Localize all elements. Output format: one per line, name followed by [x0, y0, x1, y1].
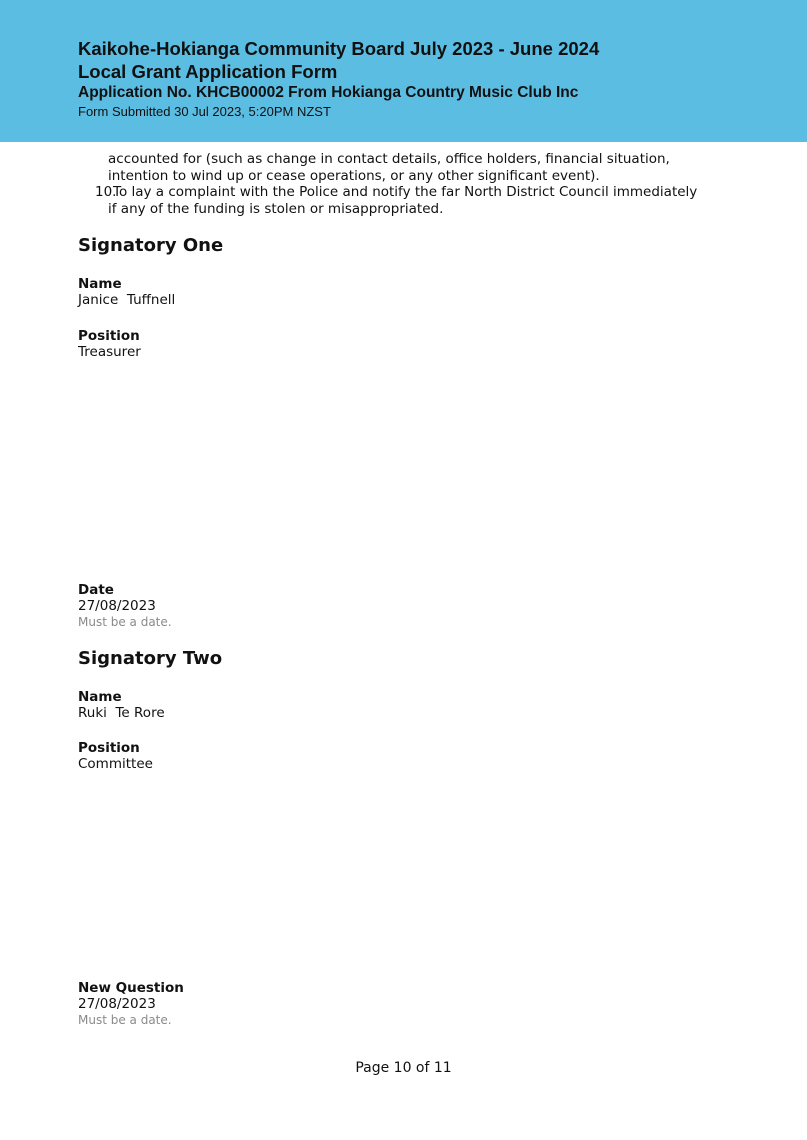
signatory-one-position-value: Treasurer — [78, 344, 141, 360]
terms-continued-line-2: intention to wind up or cease operations, or any other significant event). — [108, 168, 600, 184]
board-title: Kaikohe-Hokianga Community Board July 2023 - June 2024 — [78, 38, 600, 59]
signatory-two-name-label: Name — [78, 689, 122, 705]
terms-continued-line-1: accounted for (such as change in contact details, office holders, financial situation, — [108, 151, 670, 167]
signatory-two-position-label: Position — [78, 740, 140, 756]
signatory-one-name-value: Janice Tuffnell — [78, 292, 176, 308]
signatory-two-name-value: Ruki Te Rore — [78, 705, 165, 721]
page-number: Page 10 of 11 — [355, 1060, 452, 1076]
form-title: Local Grant Application Form — [78, 61, 338, 82]
signatory-one-name-label: Name — [78, 276, 122, 292]
application-number: Application No. KHCB00002 From Hokianga Country Music Club Inc — [78, 84, 579, 101]
signatory-one-position-label: Position — [78, 328, 140, 344]
page-header — [0, 0, 807, 142]
signatory-two-heading: Signatory Two — [78, 648, 223, 669]
signatory-two-position-value: Committee — [78, 756, 153, 772]
new-question-value: 27/08/2023 — [78, 996, 156, 1012]
signatory-one-heading: Signatory One — [78, 235, 224, 256]
signatory-one-date-hint: Must be a date. — [78, 615, 172, 629]
signatory-one-date-value: 27/08/2023 — [78, 598, 156, 614]
terms-item-10-line-2: if any of the funding is stolen or misappropriated. — [108, 201, 444, 217]
signatory-one-date-label: Date — [78, 582, 114, 598]
new-question-label: New Question — [78, 980, 184, 996]
terms-item-10-line-1: To lay a complaint with the Police and notify the far North District Council immediately — [113, 184, 698, 200]
submission-timestamp: Form Submitted 30 Jul 2023, 5:20PM NZST — [78, 104, 331, 119]
new-question-hint: Must be a date. — [78, 1013, 172, 1027]
terms-item-number: 10. — [95, 184, 117, 200]
